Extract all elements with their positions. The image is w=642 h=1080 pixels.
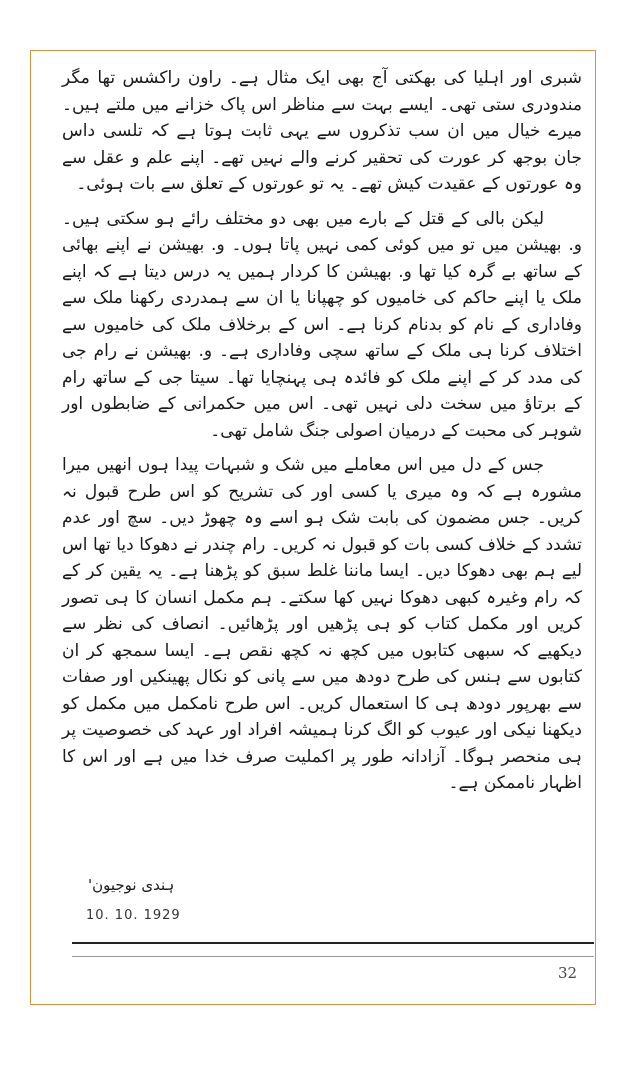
body-text bbox=[62, 65, 582, 797]
source-citation: ہندی نوجیون' bbox=[88, 876, 175, 894]
paragraph-3: جس کے دل میں اس معاملے میں شک و شبہات پیدا ہوں انھیں میرا مشورہ ہے کہ وہ میری یا کسی اور کی تشریح کو اس طرح قبول نہ کریں۔ جس مضمون کی بابت شک ہو اسے وہ چھوڑ دیں۔ سچ اور عدم تشدد کے خلاف کسی بات کو قبول نہ کریں۔ رام چندر نے دھوکا دیا تھا اس لیے ہم بھی دھوکا دیں۔ ایسا ماننا غلط سبق کو پڑھنا ہے۔ یہ یقین کر کے کہ رام وغیرہ کبھی دھوکا نہیں کھا سکتے۔ ہم مکمل انسان کا ہی تصور کریں اور مکمل کتاب کو ہی پڑھیں اور پڑھائیں۔ انصاف کی نظر سے دیکھیے کہ سبھی کتابوں میں کچھ نہ کچھ نقص ہے۔ ایسا سمجھ کر ان کتابوں سے ہنس کی طرح دودھ میں سے پانی کو نکال پھینکیں اور صفات سے بھرپور دودھ ہی کا استعمال کریں۔ اس طرح نامکمل میں مکمل کو دیکھنا نیکی اور عیوب کو الگ کرنا ہمیشہ افراد اور عہد کی خصوصیت پر ہی منحصر ہوگا۔ آزادانہ طور پر اکملیت صرف خدا میں ہے اور اس کا اظہار ناممکن ہے۔ bbox=[62, 455, 582, 793]
footer-rule-thin bbox=[72, 956, 594, 957]
page-number: 32 bbox=[558, 964, 578, 982]
publication-date: 10. 10. 1929 bbox=[86, 908, 181, 923]
paragraph-2: لیکن بالی کے قتل کے بارے میں بھی دو مختلف رائے ہو سکتی ہیں۔ و. بھیشن میں تو میں کوئی کمی نہیں پاتا ہوں۔ و. بھیشن نے اپنے بھائی کے ساتھ بے گرہ کیا تھا و. بھیشن کا کردار ہمیں یہ درس دیتا ہے کہ اپنے ملک یا اپنے حاکم کی خامیوں کو چھپانا یا ان سے ہمدردی رکھنا ملک سے وفاداری کے نام کو بدنام کرنا ہے۔ اس کے برخلاف ملک کی خامیوں سے اختلاف کرنا ہی ملک کے ساتھ سچی وفاداری ہے۔ و. بھیشن نے رام جی کی مدد کر کے اپنے ملک کو فائدہ ہی پہنچایا تھا۔ سیتا جی کے ساتھ رام کے برتاؤ میں سخت دلی نہیں تھی۔ اس میں حکمرانی کے ضابطوں اور شوہر کی محبت کے درمیان اصولی جنگ شامل تھی۔ bbox=[62, 208, 582, 441]
paragraph-1: شبری اور اہلیا کی بھکتی آج بھی ایک مثال ہے۔ راون راکشس تھا مگر مندودری ستی تھی۔ ایسے بہت سے مناظر اس پاک خزانے میں ملتے ہیں۔ میرے خیال میں ان سب تذکروں سے یہی ثابت ہوتا ہے کہ تلسی داس جان بوجھ کر عورت کی تحقیر کرنے والے نہیں تھے۔ اپنے علم و عقل سے وہ عورتوں کے عقیدت کیش تھے۔ یہ تو عورتوں کے تعلق سے بات ہوئی۔ bbox=[62, 68, 582, 194]
footer-rule bbox=[72, 942, 594, 944]
